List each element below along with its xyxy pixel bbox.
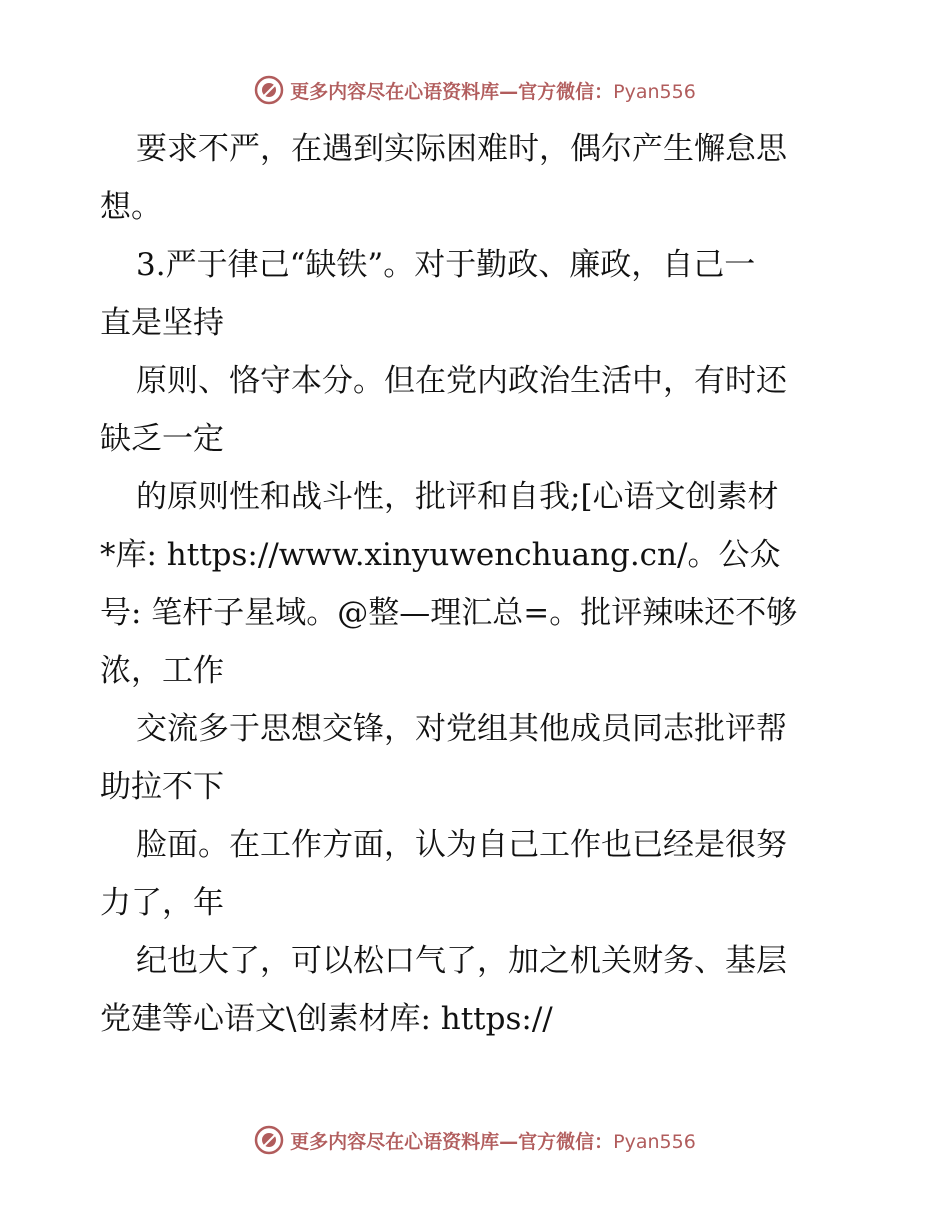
watermark-text: 更多内容尽在心语资料库—官方微信：Pyan556: [290, 1130, 696, 1153]
text-line-8: *库: https://www.xinyuwenchuang.cn/。公众: [100, 537, 781, 573]
quill-stamp-icon: [254, 75, 284, 105]
text-line-1: 要求不严，在遇到实际困难时，偶尔产生懈怠思: [136, 131, 787, 167]
header-watermark: [0, 70, 950, 110]
document-body: [100, 120, 860, 1048]
watermark-text: 更多内容尽在心语资料库—官方微信：Pyan556: [290, 80, 696, 103]
text-line-7: 的原则性和战斗性，批评和自我;[心语文创素材: [136, 479, 779, 515]
text-line-15: 纪也大了，可以松口气了，加之机关财务、基层: [136, 943, 787, 979]
text-line-11: 交流多于思想交锋，对党组其他成员同志批评帮: [136, 711, 787, 747]
text-line-9: 号: 笔杆子星域。@整—理汇总=。批评辣味还不够: [100, 595, 798, 631]
text-line-13: 脸面。在工作方面，认为自己工作也已经是很努: [136, 827, 787, 863]
text-line-5: 原则、恪守本分。但在党内政治生活中，有时还: [136, 363, 787, 399]
text-line-10: 浓，工作: [100, 653, 224, 689]
text-line-16: 党建等心语文\创素材库: https://: [100, 1001, 553, 1037]
quill-stamp-icon: [254, 1125, 284, 1155]
text-line-12: 助拉不下: [100, 769, 224, 805]
text-line-6: 缺乏一定: [100, 421, 224, 457]
footer-watermark: [0, 1120, 950, 1160]
text-line-2: 想。: [100, 189, 162, 225]
text-line-14: 力了，年: [100, 885, 224, 921]
text-line-3: 3.严于律己“缺铁”。对于勤政、廉政，自己一: [136, 247, 756, 283]
text-line-4: 直是坚持: [100, 305, 224, 341]
